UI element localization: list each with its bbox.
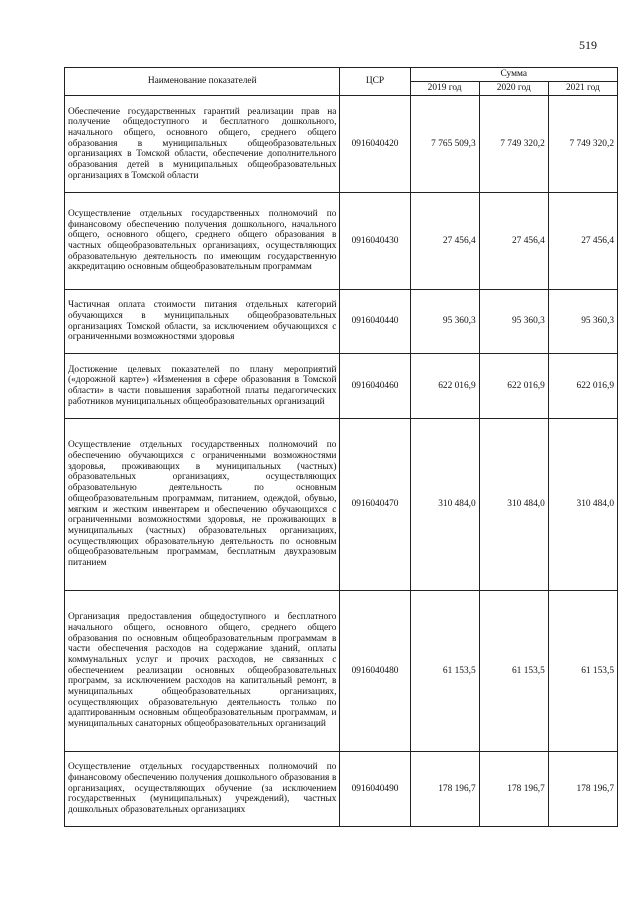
amount-2020: 178 196,7 [479,752,548,827]
column-header-name: Наименование показателей [65,68,340,96]
amount-2021: 7 749 320,2 [548,96,617,193]
amount-2021: 178 196,7 [548,752,617,827]
csr-code: 0916040460 [340,354,410,419]
indicator-name: Организация предоставления общедоступного и бесплатного начального общего, основного общего, среднего общего образования по основным общеобразовательным программам в части обеспечения расходов на содержание зданий, оплаты коммунальных услуг и прочих расходов, не связанных с обеспечением реализации основных общеобразовательных программ, за исключением расходов на капитальный ремонт, в муниципальных общеобразовательных организациях, осуществляющих образовательную деятельность только по адаптированным основным общеобразовательным программам, и муниципальных санаторных общеобразовательных организаций [65,591,340,752]
amount-2019: 622 016,9 [410,354,479,419]
amount-2019: 27 456,4 [410,193,479,290]
table-row [65,591,618,752]
amount-2020: 7 749 320,2 [479,96,548,193]
amount-2019: 178 196,7 [410,752,479,827]
table-row [65,193,618,290]
indicator-name: Осуществление отдельных государственных полномочий по обеспечению обучающихся с ограниченными возможностями здоровья, проживающих в муниципальных (частных) образовательных организациях, осуществляющих образовательную деятельность по основным общеобразовательным программам, питанием, одеждой, обувью, мягким и жестким инвентарем и обеспечению обучающихся с ограниченными возможностями здоровья, не проживающих в муниципальных (частных) образовательных организациях, осуществляющих образовательную деятельность по основным общеобразовательным программам, бесплатным двухразовым питанием [65,419,340,591]
table-row [65,96,618,193]
page-number: 519 [579,38,597,52]
table-row [65,752,618,827]
amount-2019: 310 484,0 [410,419,479,591]
indicator-name: Достижение целевых показателей по плану мероприятий («дорожной карте») «Изменения в сфере образования в Томской области» в части повышения заработной платы педагогических работников муниципальных общеобразовательных организаций [65,354,340,419]
table-row [65,419,618,591]
amount-2021: 310 484,0 [548,419,617,591]
budget-table [64,67,618,827]
amount-2019: 95 360,3 [410,290,479,354]
column-header-year-2021: 2021 год [548,82,617,96]
column-header-year-2019: 2019 год [410,82,479,96]
csr-code: 0916040480 [340,591,410,752]
amount-2021: 61 153,5 [548,591,617,752]
amount-2020: 95 360,3 [479,290,548,354]
amount-2019: 61 153,5 [410,591,479,752]
amount-2021: 622 016,9 [548,354,617,419]
csr-code: 0916040440 [340,290,410,354]
column-header-sum: Сумма [410,68,617,82]
amount-2020: 27 456,4 [479,193,548,290]
indicator-name: Обеспечение государственных гарантий реализации прав на получение общедоступного и бесплатного дошкольного, начального общего, основного общего, среднего общего образования в муниципальных общеобразовательных организациях в Томской области, обеспечение дополнительного образования детей в муниципальных общеобразовательных организациях в Томской области [65,96,340,193]
csr-code: 0916040470 [340,419,410,591]
amount-2019: 7 765 509,3 [410,96,479,193]
indicator-name: Частичная оплата стоимости питания отдельных категорий обучающихся в муниципальных общеобразовательных организациях Томской области, за исключением обучающихся с ограниченными возможностями здоровья [65,290,340,354]
amount-2020: 622 016,9 [479,354,548,419]
column-header-year-2020: 2020 год [479,82,548,96]
table-row [65,354,618,419]
amount-2020: 61 153,5 [479,591,548,752]
csr-code: 0916040490 [340,752,410,827]
indicator-name: Осуществление отдельных государственных полномочий по финансовому обеспечению получения дошкольного образования в организациях, осуществляющих обучение (за исключением государственных (муниципальных) учреждений), частных дошкольных образовательных организациях [65,752,340,827]
csr-code: 0916040420 [340,96,410,193]
indicator-name: Осуществление отдельных государственных полномочий по финансовому обеспечению получения дошкольного, начального общего, основного общего, среднего общего образования в частных общеобразовательных организациях, осуществляющих образовательную деятельность по имеющим государственную аккредитацию основным общеобразовательным программам [65,193,340,290]
amount-2020: 310 484,0 [479,419,548,591]
amount-2021: 95 360,3 [548,290,617,354]
column-header-csr: ЦСР [340,68,410,96]
table-row [65,290,618,354]
amount-2021: 27 456,4 [548,193,617,290]
csr-code: 0916040430 [340,193,410,290]
